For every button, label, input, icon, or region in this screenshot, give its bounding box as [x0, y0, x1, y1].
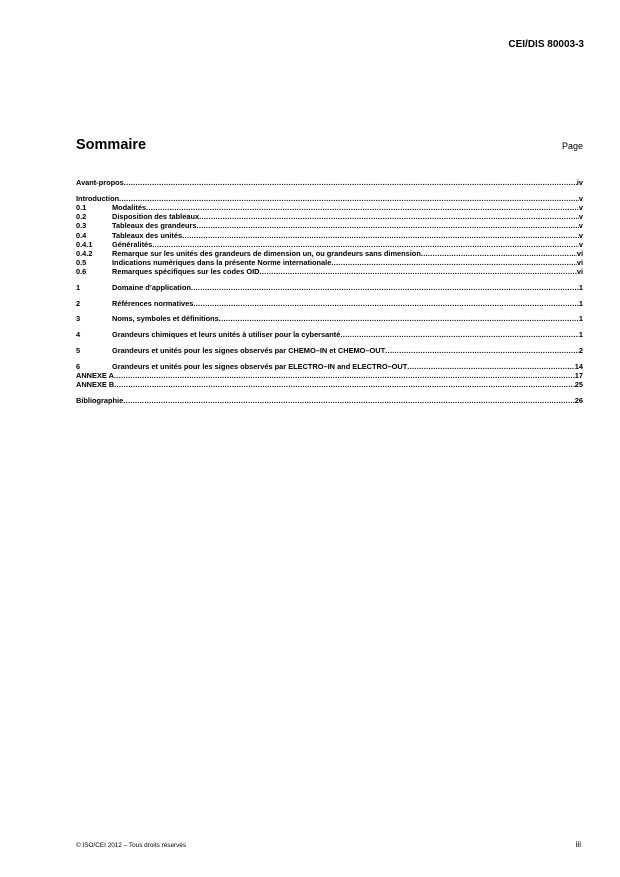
toc-entry-page: 1	[578, 298, 583, 308]
toc-entry-number: 0.4	[76, 230, 87, 240]
toc-entry-page: v	[578, 239, 583, 249]
toc-entry-page: 26	[574, 395, 583, 405]
toc-entry-page: vi	[576, 248, 583, 258]
toc-entry[interactable]	[76, 396, 583, 405]
toc-entry-page: 2	[578, 345, 583, 355]
toc-dot-leader	[340, 330, 579, 339]
toc-entry[interactable]	[76, 258, 583, 267]
toc-entry-title: Disposition des tableaux	[112, 212, 200, 222]
toc-entry-number: 4	[76, 330, 81, 340]
toc-entry-page: vi	[576, 258, 583, 268]
toc-entry-number: 0.3	[76, 221, 87, 231]
toc-entry[interactable]	[76, 221, 583, 230]
toc-entry[interactable]	[76, 212, 583, 221]
toc-entry-page: v	[578, 202, 583, 212]
toc-dot-leader	[123, 396, 575, 405]
toc-entry[interactable]	[76, 362, 583, 371]
toc-entry-title: Avant-propos	[76, 178, 124, 187]
toc-entry-title: Domaine d’application	[112, 283, 191, 293]
toc-entry[interactable]	[76, 283, 583, 292]
toc-entry-page: 14	[574, 361, 583, 371]
toc-entry-page: v	[578, 193, 583, 203]
toc-dot-leader	[259, 267, 576, 276]
toc-entry-number: 0.4.2	[76, 248, 93, 258]
toc-entry-number: 5	[76, 345, 81, 355]
toc-entry[interactable]	[76, 371, 583, 380]
page-title: Sommaire	[76, 137, 147, 153]
toc-entry[interactable]	[76, 178, 583, 187]
toc-entry[interactable]	[76, 314, 583, 323]
toc-entry-number: 0.2	[76, 212, 87, 222]
toc-entry-page: iv	[576, 178, 583, 187]
toc-entry-title: Tableaux des grandeurs	[112, 221, 197, 231]
toc-entry-title: Remarques spécifiques sur les codes OID	[112, 267, 260, 277]
toc-entry[interactable]	[76, 267, 583, 276]
page-number: iii	[575, 840, 581, 849]
toc-dot-leader	[193, 299, 579, 308]
toc-entry-page: 1	[578, 330, 583, 340]
toc-entry[interactable]	[76, 346, 583, 355]
toc-entry[interactable]	[76, 194, 583, 203]
toc-dot-leader	[191, 283, 579, 292]
toc-dot-leader	[407, 362, 574, 371]
toc-dot-leader	[182, 231, 579, 240]
toc-dot-leader	[421, 249, 577, 258]
toc-entry-page: 1	[578, 314, 583, 324]
toc-dot-leader	[219, 314, 579, 323]
copyright-footer: © ISO/CEI 2012 – Tous droits réservés	[76, 842, 187, 849]
toc-entry[interactable]	[76, 203, 583, 212]
toc-dot-leader	[152, 240, 579, 249]
toc-entry-title: ANNEXE B	[76, 379, 115, 389]
toc-entry[interactable]	[76, 249, 583, 258]
toc-entry-title: Grandeurs chimiques et leurs unités à utiliser pour la cybersanté	[112, 330, 341, 340]
toc-entry-number: 0.6	[76, 267, 87, 277]
toc-entry-title: Modalités	[112, 202, 147, 212]
toc-entry-title: Grandeurs et unités pour les signes observés par ELECTRO–IN and ELECTRO–OUT	[112, 361, 408, 371]
toc-entry[interactable]	[76, 299, 583, 308]
document-id: CEI/DIS 80003-3	[508, 39, 584, 50]
toc-entry-number: 2	[76, 298, 81, 308]
table-of-contents	[76, 178, 583, 405]
toc-entry[interactable]	[76, 231, 583, 240]
toc-entry[interactable]	[76, 380, 583, 389]
toc-dot-leader	[199, 212, 579, 221]
toc-entry-page: 25	[574, 379, 583, 389]
toc-entry-number: 1	[76, 283, 81, 293]
toc-entry-page: 1	[578, 283, 583, 293]
toc-entry-number: 0.1	[76, 202, 87, 212]
toc-entry-page: vi	[576, 267, 583, 277]
toc-dot-leader	[146, 203, 579, 212]
toc-entry-title: Noms, symboles et définitions	[112, 314, 219, 324]
toc-entry-number: 0.5	[76, 258, 87, 268]
toc-entry-title: Indications numériques dans la présente Norme internationale	[112, 258, 332, 268]
toc-entry-title: Grandeurs et unités pour les signes observés par CHEMO–IN et CHEMO–OUT	[112, 345, 386, 355]
toc-dot-leader	[114, 380, 575, 389]
toc-dot-leader	[196, 221, 578, 230]
toc-entry-number: 6	[76, 361, 81, 371]
toc-entry-page: 17	[574, 370, 583, 380]
toc-dot-leader	[385, 346, 579, 355]
toc-entry[interactable]	[76, 330, 583, 339]
toc-entry-title: Tableaux des unités	[112, 230, 183, 240]
toc-entry-title: ANNEXE A	[76, 370, 114, 380]
toc-entry-title: Remarque sur les unités des grandeurs de dimension un, ou grandeurs sans dimension	[112, 248, 421, 258]
toc-entry-page: v	[578, 230, 583, 240]
toc-entry-page: v	[578, 221, 583, 231]
toc-dot-leader	[114, 371, 575, 380]
toc-dot-leader	[124, 178, 577, 187]
toc-dot-leader	[331, 258, 577, 267]
toc-entry-title: Références normatives	[112, 298, 194, 308]
toc-entry-number: 0.4.1	[76, 239, 93, 249]
toc-entry-title: Introduction	[76, 193, 120, 203]
toc-entry-title: Bibliographie	[76, 395, 124, 405]
toc-entry-title: Généralités	[112, 239, 153, 249]
toc-entry-number: 3	[76, 314, 81, 324]
toc-entry-page: v	[578, 212, 583, 222]
toc-dot-leader	[119, 194, 579, 203]
page-column-label: Page	[561, 141, 583, 151]
toc-entry[interactable]	[76, 240, 583, 249]
